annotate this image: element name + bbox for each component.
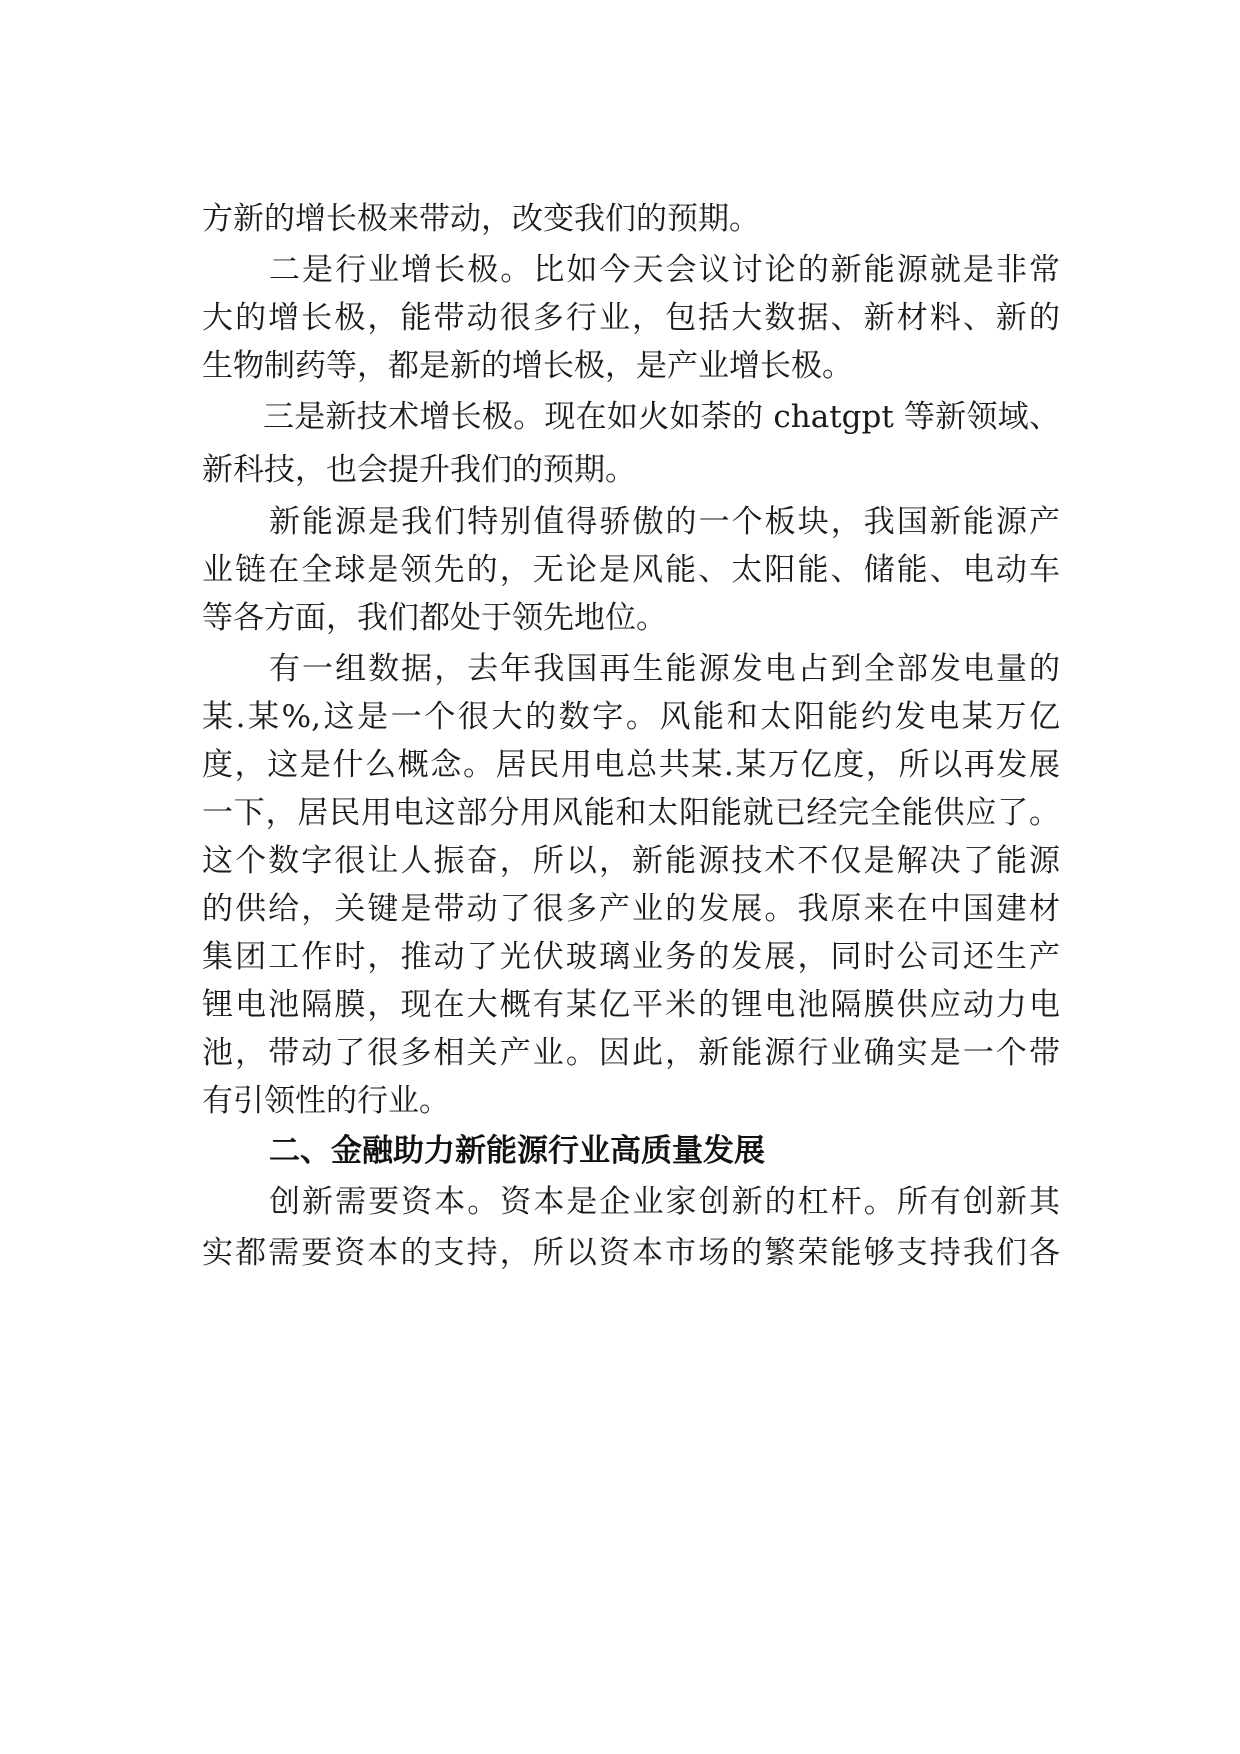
paragraph-line: 创新需要资本。资本是企业家创新的杠杆。所有创新其 — [269, 1184, 1060, 1220]
paragraph-line: 生物制药等，都是新的增长极，是产业增长极。 — [202, 348, 853, 384]
paragraph-line: 集团工作时，推动了光伏玻璃业务的发展，同时公司还生产 — [202, 939, 1060, 975]
paragraph-line: 大的增长极，能带动很多行业，包括大数据、新材料、新的 — [202, 300, 1060, 336]
paragraph-line: 新能源是我们特别值得骄傲的一个板块，我国新能源产 — [269, 504, 1060, 540]
paragraph-line: 的供给，关键是带动了很多产业的发展。我原来在中国建材 — [202, 891, 1060, 927]
paragraph-line: 有一组数据，去年我国再生能源发电占到全部发电量的 — [269, 651, 1060, 687]
paragraph-line: 三是新技术增长极。现在如火如荼的 chatgpt 等新领域、 — [263, 399, 1060, 435]
paragraph-line: 等各方面，我们都处于领先地位。 — [202, 600, 667, 636]
paragraph-line: 有引领性的行业。 — [202, 1083, 450, 1119]
paragraph-line: 实都需要资本的支持，所以资本市场的繁荣能够支持我们各 — [202, 1235, 1060, 1271]
section-heading: 二、金融助力新能源行业高质量发展 — [269, 1133, 765, 1169]
paragraph-line: 方新的增长极来带动，改变我们的预期。 — [202, 201, 760, 237]
paragraph-line: 二是行业增长极。比如今天会议讨论的新能源就是非常 — [269, 252, 1060, 288]
paragraph-line: 度，这是什么概念。居民用电总共某.某万亿度，所以再发展 — [202, 747, 1060, 783]
paragraph-line: 业链在全球是领先的，无论是风能、太阳能、储能、电动车 — [202, 552, 1060, 588]
paragraph-line: 这个数字很让人振奋，所以，新能源技术不仅是解决了能源 — [202, 843, 1060, 879]
paragraph-line: 一下，居民用电这部分用风能和太阳能就已经完全能供应了。 — [202, 795, 1060, 831]
paragraph-line: 锂电池隔膜，现在大概有某亿平米的锂电池隔膜供应动力电 — [202, 987, 1060, 1023]
paragraph-line: 某.某%,这是一个很大的数字。风能和太阳能约发电某万亿 — [202, 699, 1060, 735]
paragraph-line: 新科技，也会提升我们的预期。 — [202, 452, 636, 488]
paragraph-line: 池，带动了很多相关产业。因此，新能源行业确实是一个带 — [202, 1035, 1060, 1071]
